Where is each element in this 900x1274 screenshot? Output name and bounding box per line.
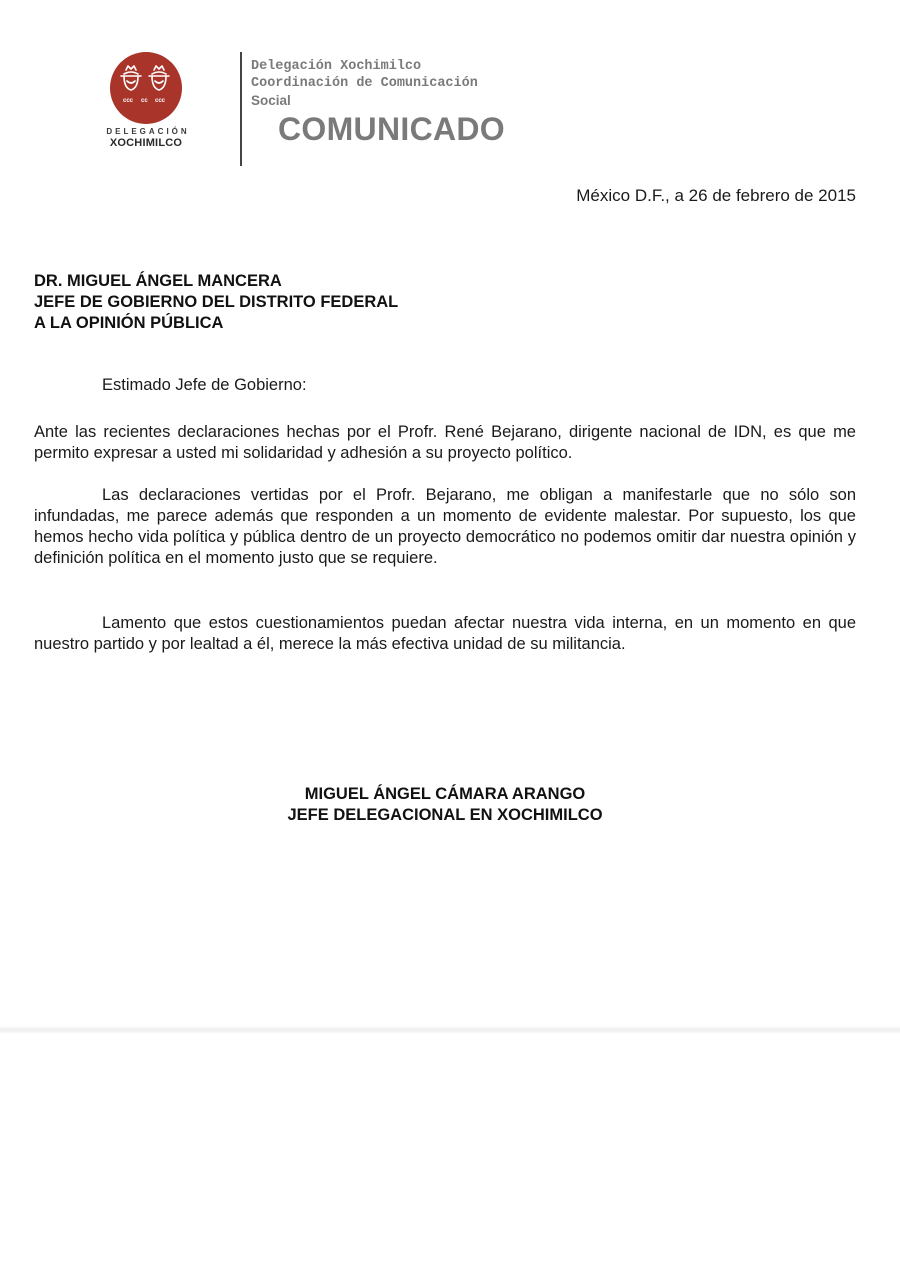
svg-text:ccc: ccc — [123, 98, 134, 104]
salutation: Estimado Jefe de Gobierno: — [102, 376, 307, 394]
document-title: COMUNICADO — [278, 111, 505, 147]
body-paragraph-1: Ante las recientes declaraciones hechas por el Profr. René Bejarano, dirigente nacional de IDN, es que me permito expresar a usted mi solidaridad y adhesión a su proyecto político. — [34, 423, 856, 462]
org-line-social: Social — [251, 93, 291, 108]
header-organization — [251, 58, 478, 109]
body-paragraph-2: Las declaraciones vertidas por el Profr. Bejarano, me obligan a manifestarle que no sólo son infundadas, me parece además que responden a un momento de evidente malestar. Por supuesto, los que hemos hecho vida política y pública dentro de un proyecto democrático no podemos omitir dar nuestra opinión y definición política en el momento justo que se requiere. — [34, 486, 856, 567]
signature-block — [0, 784, 890, 826]
page-edge-shadow — [0, 1026, 900, 1034]
recipient-public: A LA OPINIÓN PÚBLICA — [34, 314, 224, 332]
header-divider — [240, 52, 242, 166]
logo-text-xochimilco: XOCHIMILCO — [109, 137, 183, 149]
document-date: México D.F., a 26 de febrero de 2015 — [576, 186, 856, 205]
org-line-delegacion: Delegación Xochimilco — [251, 59, 422, 74]
recipient-title: JEFE DE GOBIERNO DEL DISTRITO FEDERAL — [34, 293, 399, 311]
signature-title: JEFE DELEGACIONAL EN XOCHIMILCO — [287, 806, 603, 824]
svg-text:cc: cc — [141, 98, 148, 104]
body-paragraph-3: Lamento que estos cuestionamientos puedan afectar nuestra vida interna, en un momento en que nuestro partido y por lealtad a él, merece la más efectiva unidad de su militancia. — [34, 614, 856, 653]
delegacion-logo — [96, 52, 196, 149]
org-line-coordinacion: Coordinación de Comunicación — [251, 76, 478, 91]
recipient-name: DR. MIGUEL ÁNGEL MANCERA — [34, 272, 282, 290]
signature-name: MIGUEL ÁNGEL CÁMARA ARANGO — [304, 785, 586, 803]
svg-text:ccc: ccc — [155, 98, 166, 104]
xochimilco-emblem-icon — [110, 52, 182, 124]
logo-text-delegacion: DELEGACIÓN — [106, 127, 190, 136]
recipients-block — [34, 271, 398, 334]
